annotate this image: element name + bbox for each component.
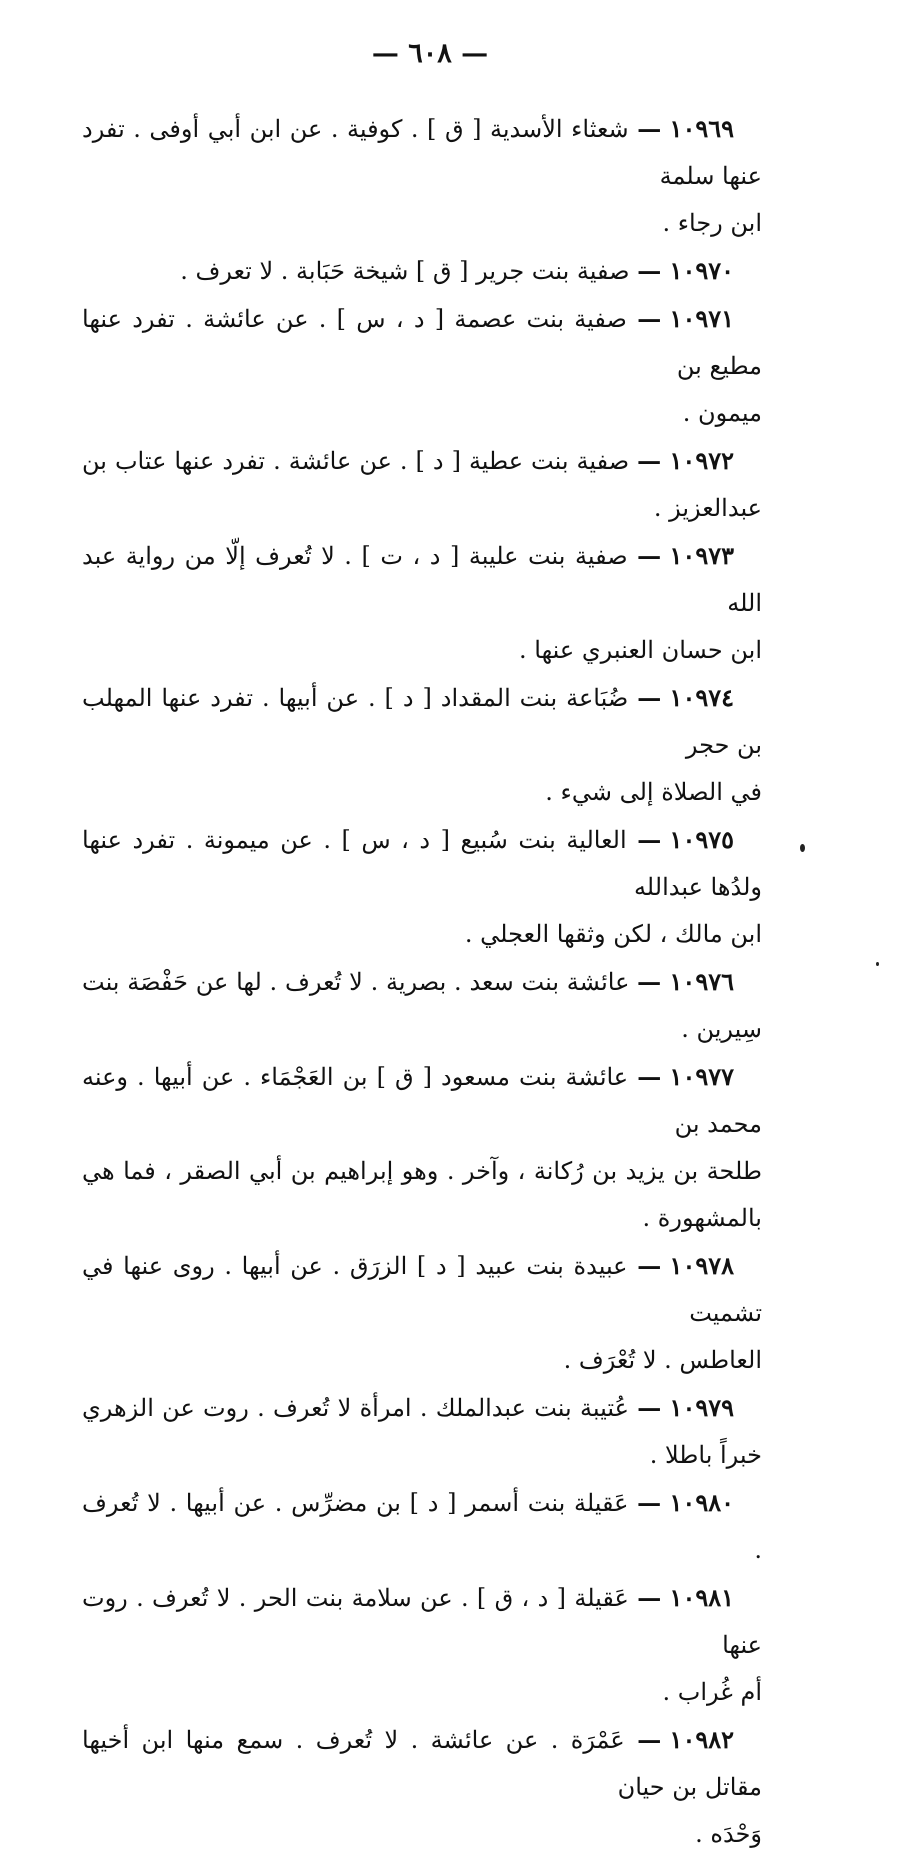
entry-continuation: ابن مالك ، لكن وثقها العجلي . bbox=[464, 920, 762, 948]
entry-10978 bbox=[82, 1242, 762, 1384]
entry-10979 bbox=[82, 1384, 762, 1479]
entry-text: عائشة بنت مسعود [ ق ] بن العَجْمَاء . عن أبيها . وعنه محمد بن bbox=[82, 1063, 762, 1138]
entry-10969 bbox=[82, 105, 762, 247]
entry-text: صفية بنت جرير [ ق ] شيخة حَبَابة . لا تعرف . bbox=[180, 257, 630, 285]
entry-number: ١٠٩٦٩ — bbox=[637, 114, 734, 143]
entry-text: عَمْرَة . عن عائشة . لا تُعرف . سمع منها ابن أخيها مقاتل بن حيان bbox=[82, 1726, 762, 1801]
entry-10981 bbox=[82, 1574, 762, 1716]
entry-text: ضُبَاعة بنت المقداد [ د ] . عن أبيها . تفرد عنها المهلب بن حجر bbox=[82, 684, 762, 759]
entry-number: ١٠٩٧٢ — bbox=[637, 446, 734, 475]
entry-continuation: أم غُراب . bbox=[662, 1678, 762, 1706]
entry-continuation: ابن رجاء . bbox=[662, 209, 762, 237]
entry-text: عَقيلة بنت أسمر [ د ] بن مضرِّس . عن أبيها . لا تُعرف . bbox=[82, 1489, 762, 1564]
entry-10970 bbox=[82, 247, 762, 295]
entry-number: ١٠٩٧٧ — bbox=[637, 1062, 734, 1091]
entry-text: صفية بنت عصمة [ د ، س ] . عن عائشة . تفرد عنها مطيع بن bbox=[82, 305, 762, 380]
entry-10974 bbox=[82, 674, 762, 816]
entry-number: ١٠٩٧٦ — bbox=[637, 967, 734, 996]
entry-continuation: ابن حسان العنبري عنها . bbox=[519, 636, 762, 664]
entry-10982 bbox=[82, 1716, 762, 1858]
entry-number: ١٠٩٧٨ — bbox=[637, 1251, 734, 1280]
entry-text: شعثاء الأسدية [ ق ] . كوفية . عن ابن أبي أوفى . تفرد عنها سلمة bbox=[82, 115, 762, 190]
entry-number: ١٠٩٨١ — bbox=[637, 1583, 734, 1612]
ink-speck bbox=[876, 962, 879, 966]
entry-text: صفية بنت عليبة [ د ، ت ] . لا تُعرف إلّا من رواية عبد الله bbox=[82, 542, 762, 617]
entry-number: ١٠٩٨٠ — bbox=[637, 1488, 734, 1517]
entry-10973 bbox=[82, 532, 762, 674]
entry-10980 bbox=[82, 1479, 762, 1574]
entry-continuation: وَحْدَه . bbox=[695, 1820, 762, 1848]
entry-text: عبيدة بنت عبيد [ د ] الزرَق . عن أبيها . روى عنها في تشميت bbox=[82, 1252, 762, 1327]
entry-number: ١٠٩٧٩ — bbox=[637, 1393, 734, 1422]
entry-text: عُتيبة بنت عبدالملك . امرأة لا تُعرف . روت عن الزهري خبراً باطلا . bbox=[82, 1394, 762, 1469]
entry-10975 bbox=[82, 816, 762, 958]
entry-number: ١٠٩٨٢ — bbox=[637, 1725, 734, 1754]
entry-text: عائشة بنت سعد . بصرية . لا تُعرف . لها عن حَفْصَة بنت سِيرين . bbox=[82, 968, 762, 1043]
entry-continuation: في الصلاة إلى شيء . bbox=[545, 778, 762, 806]
entry-10972 bbox=[82, 437, 762, 532]
entry-number: ١٠٩٧٠ — bbox=[637, 256, 734, 285]
entry-number: ١٠٩٧١ — bbox=[637, 304, 734, 333]
entry-number: ١٠٩٧٤ — bbox=[637, 683, 734, 712]
entry-continuation: العاطس . لا تُعْرَف . bbox=[563, 1346, 762, 1374]
entry-text: العالية بنت سُبيع [ د ، س ] . عن ميمونة . تفرد عنها ولدُها عبدالله bbox=[82, 826, 762, 901]
entry-text: عَقيلة [ د ، ق ] . عن سلامة بنت الحر . لا تُعرف . روت عنها bbox=[82, 1584, 762, 1659]
entry-continuation: ميمون . bbox=[682, 399, 762, 427]
entry-10977 bbox=[82, 1053, 762, 1242]
entry-continuation: طلحة بن يزيد بن رُكانة ، وآخر . وهو إبراهيم بن أبي الصقر ، فما هي بالمشهورة . bbox=[82, 1157, 762, 1232]
page-number: — ٦٠٨ — bbox=[371, 38, 489, 69]
entry-number: ١٠٩٧٥ — bbox=[637, 825, 734, 854]
entries-list bbox=[82, 105, 762, 1858]
entry-text: صفية بنت عطية [ د ] . عن عائشة . تفرد عنها عتاب بن عبدالعزيز . bbox=[82, 447, 762, 522]
entry-number: ١٠٩٧٣ — bbox=[637, 541, 734, 570]
entry-10971 bbox=[82, 295, 762, 437]
entry-10976 bbox=[82, 958, 762, 1053]
ink-speck bbox=[800, 844, 805, 852]
